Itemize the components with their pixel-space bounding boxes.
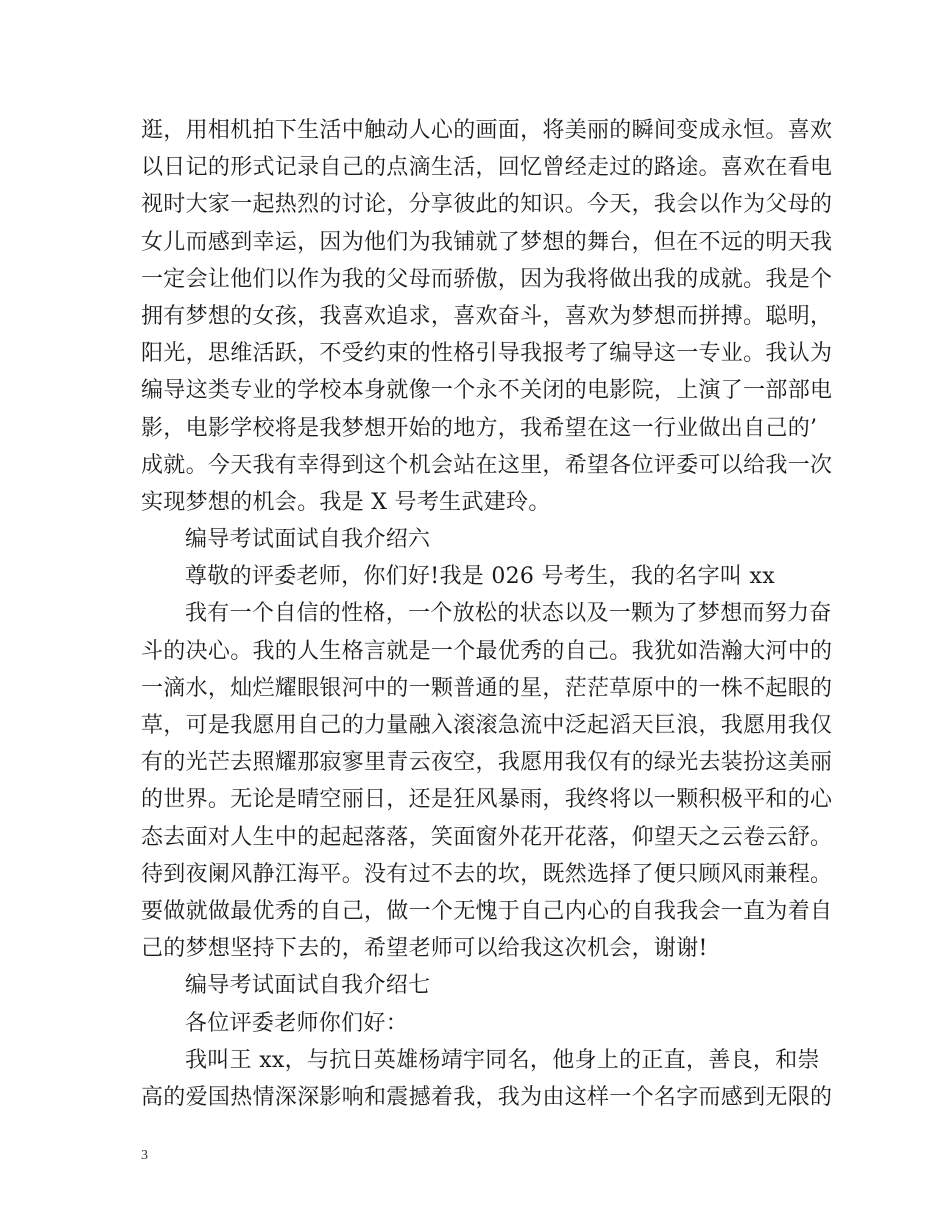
- text-line: 拥有梦想的女孩，我喜欢追求，喜欢奋斗，喜欢为梦想而拼搏。聪明，: [141, 303, 833, 329]
- text-line: 女儿而感到幸运，因为他们为我铺就了梦想的舞台，但在不远的明天我: [141, 229, 833, 255]
- section-heading: 编导考试面试自我介绍七: [185, 973, 431, 999]
- section-heading: 编导考试面试自我介绍六: [185, 527, 431, 553]
- text-line: 斗的决心。我的人生格言就是一个最优秀的自己。我犹如浩瀚大河中的: [141, 638, 833, 664]
- text-line: 的世界。无论是晴空丽日，还是狂风暴雨，我终将以一颗积极平和的心: [141, 787, 833, 813]
- text-line: 逛，用相机拍下生活中触动人心的画面，将美丽的瞬间变成永恒。喜欢: [141, 118, 833, 143]
- paragraph-start-line: 我叫王 xx，与抗日英雄杨靖宇同名，他身上的正直，善良，和崇: [185, 1047, 820, 1073]
- text-line: 成就。今天我有幸得到这个机会站在这里，希望各位评委可以给我一次: [141, 452, 833, 478]
- paragraph-start-line: 我有一个自信的性格，一个放松的状态以及一颗为了梦想而努力奋: [185, 601, 832, 627]
- greeting-line: 尊敬的评委老师，你们好!我是 026 号考生，我的名字叫 xx: [185, 564, 775, 590]
- text-line: 视时大家一起热烈的讨论，分享彼此的知识。今天，我会以作为父母的: [141, 192, 833, 218]
- text-line: 有的光芒去照耀那寂寥里青云夜空，我愿用我仅有的绿光去装扮这美丽: [141, 750, 833, 776]
- text-line: 己的梦想坚持下去的，希望老师可以给我这次机会，谢谢!: [141, 936, 708, 962]
- text-line: 影，电影学校将是我梦想开始的地方，我希望在这一行业做出自己的’: [141, 415, 818, 441]
- text-line: 编导这类专业的学校本身就像一个永不关闭的电影院，上演了一部部电: [141, 378, 833, 404]
- text-line: 草，可是我愿用自己的力量融入滚滚急流中泛起滔天巨浪，我愿用我仅: [141, 713, 833, 738]
- page-number: 3: [141, 1148, 148, 1163]
- text-line: 态去面对人生中的起起落落，笑面窗外花开花落，仰望天之云卷云舒。: [141, 824, 833, 850]
- text-line: 高的爱国热情深深影响和震撼着我，我为由这样一个名字而感到无限的: [141, 1084, 833, 1110]
- text-line: 一滴水，灿烂耀眼银河中的一颗普通的星，茫茫草原中的一株不起眼的: [141, 675, 833, 701]
- text-line: 实现梦想的机会。我是 X 号考生武建玲。: [141, 489, 551, 515]
- text-line: 要做就做最优秀的自己，做一个无愧于自己内心的自我我会一直为着自: [141, 898, 833, 924]
- text-line: 以日记的形式记录自己的点滴生活，回忆曾经走过的路途。喜欢在看电: [141, 155, 833, 181]
- text-line: 阳光，思维活跃，不受约束的性格引导我报考了编导这一专业。我认为: [141, 341, 833, 367]
- text-line: 一定会让他们以作为我的父母而骄傲，因为我将做出我的成就。我是个: [141, 266, 833, 292]
- greeting-line: 各位评委老师你们好：: [185, 1010, 409, 1036]
- document-body: [141, 112, 833, 1116]
- text-line: 待到夜阑风静江海平。没有过不去的坎，既然选择了便只顾风雨兼程。: [141, 861, 833, 887]
